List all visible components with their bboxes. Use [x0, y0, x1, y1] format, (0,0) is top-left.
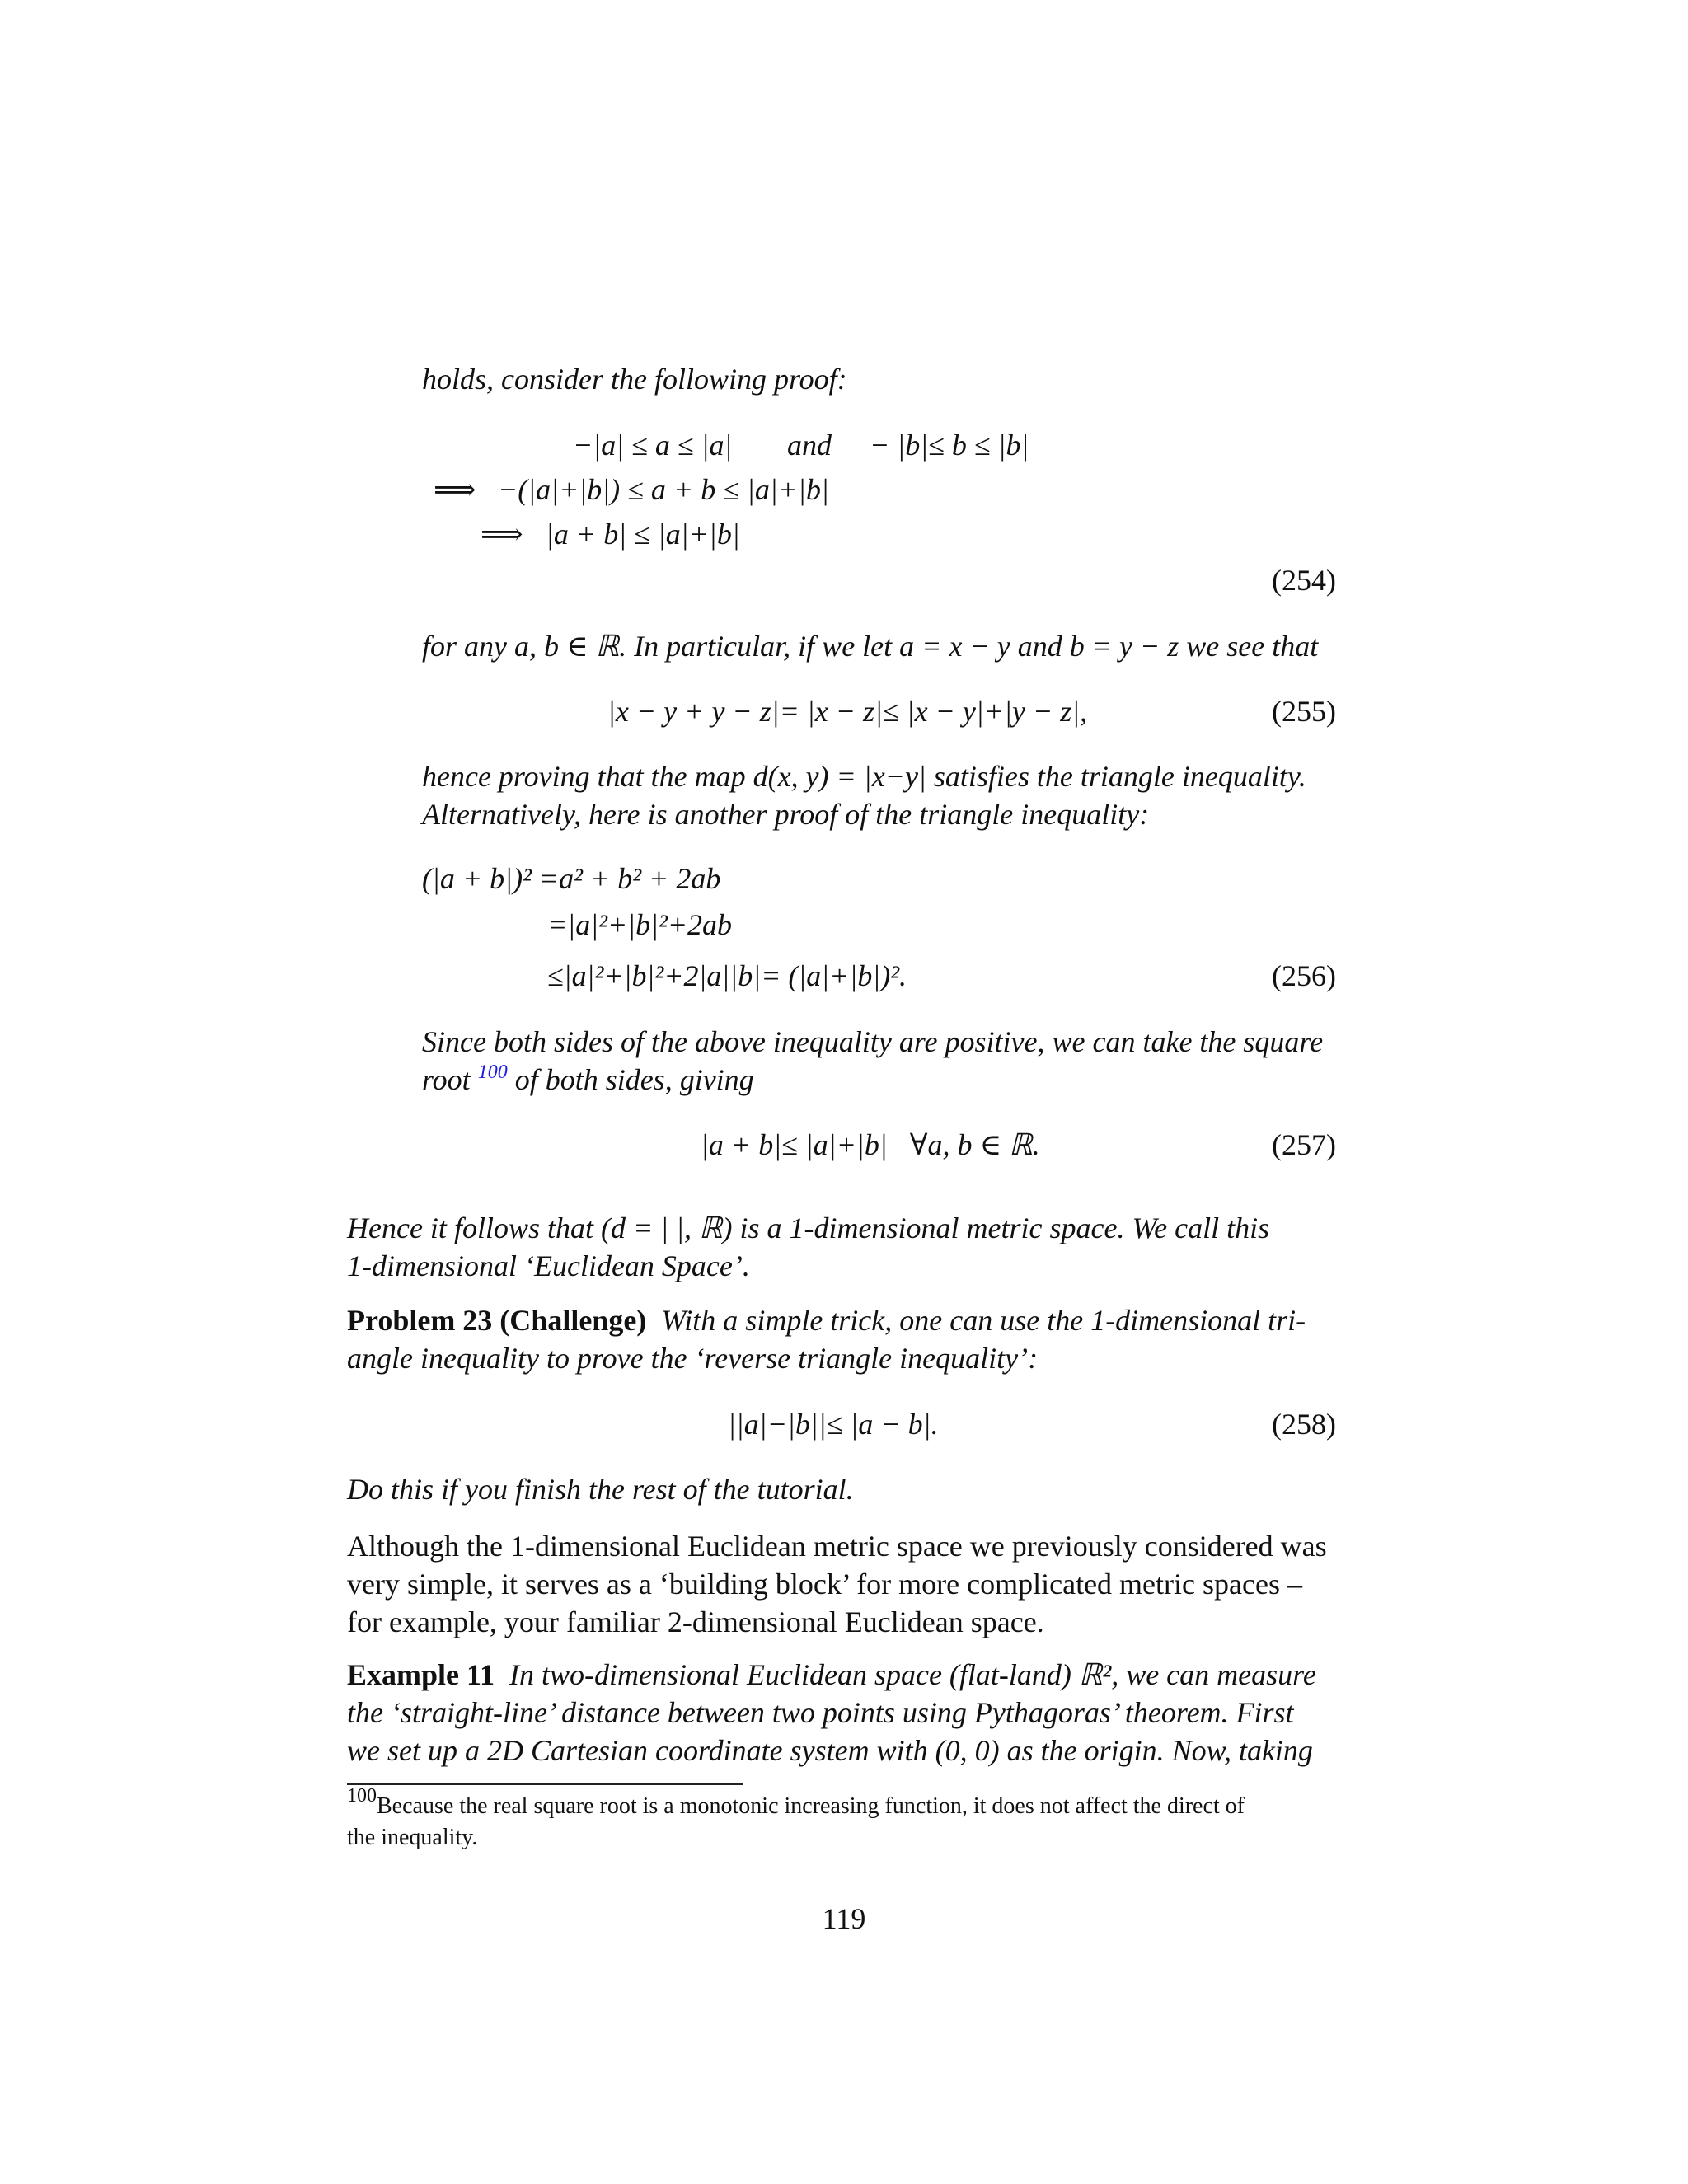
eq254-line1-left: −|a| ≤ a ≤ |a| [573, 429, 733, 462]
para-although-line1: Although the 1-dimensional Euclidean metric space we previously considered was [347, 1530, 1327, 1563]
text-span: and [1010, 630, 1070, 663]
problem23-label: Problem 23 (Challenge) [347, 1304, 647, 1337]
para-since-line2 [422, 1062, 754, 1096]
example11-line1 [347, 1660, 1316, 1690]
footnote-ref-link[interactable]: 100 [477, 1062, 508, 1083]
para-metric-line2: 1-dimensional ‘Euclidean Space’. [347, 1249, 750, 1282]
problem23-line2: angle inequality to prove the ‘reverse triangle inequality’: [347, 1342, 1039, 1375]
text-span: we see that [1179, 630, 1319, 663]
text-span: Hence it follows that [347, 1212, 601, 1244]
example11-line2: the ‘straight-line’ distance between two points using Pythagoras’ theorem. First [347, 1696, 1294, 1729]
para-although-line2: very simple, it serves as a ‘building block’ for more complicated metric spaces – [347, 1568, 1302, 1601]
problem23-line1 [347, 1305, 1306, 1335]
page-number: 119 [822, 1902, 866, 1935]
footnote-line1 [347, 1785, 1245, 1819]
footnote-mark: 100 [347, 1785, 377, 1807]
para-hence-line2: Alternatively, here is another proof of the triangle inequality: [422, 798, 1150, 831]
para-metric-line1 [347, 1213, 1269, 1243]
para-since-line1: Since both sides of the above inequality are positive, we can take the square [422, 1025, 1324, 1058]
eq254-line2-arrow: ⟹ [434, 473, 476, 506]
text-span: hence proving that the map [422, 760, 753, 793]
text-span: for any [422, 630, 514, 663]
para-hence-line1 [422, 762, 1306, 791]
eq254-line1-right: − |b|≤ b ≤ |b| [870, 429, 1029, 462]
footnote-line2: the inequality. [347, 1825, 478, 1850]
eq254-line3-arrow: ⟹ [481, 518, 523, 551]
eq257-expr: |a + b|≤ |a|+|b| ∀a, b ∈ ℝ. [701, 1128, 1040, 1161]
eq258-expr: ||a|−|b||≤ |a − b|. [728, 1408, 939, 1441]
math-span: (d = | |, ℝ) [600, 1212, 733, 1244]
example11-line3: we set up a 2D Cartesian coordinate system with (0, 0) as the origin. Now, taking [347, 1734, 1313, 1767]
para-particular [422, 631, 1318, 661]
intro-line: holds, consider the following proof: [422, 363, 847, 396]
text-span: root [422, 1063, 478, 1096]
eq254-line1-and: and [787, 429, 832, 462]
eq254-line2: −(|a|+|b|) ≤ a + b ≤ |a|+|b| [498, 473, 829, 506]
text-span: of both sides, giving [507, 1063, 754, 1096]
math-span: d(x, y) = |x−y| [753, 760, 926, 793]
eq257-number: (257) [1272, 1128, 1336, 1161]
math-span: a, b ∈ ℝ [514, 630, 620, 663]
footnote-text: Because the real square root is a monotonic increasing function, it does not affect the direct of [377, 1793, 1245, 1819]
example11-label: Example 11 [347, 1658, 495, 1691]
math-span: b = y − z [1069, 630, 1179, 663]
do-this-line: Do this if you finish the rest of the tutorial. [347, 1473, 854, 1506]
text-span: . In particular, if we let [619, 630, 900, 663]
problem23-text: With a simple trick, one can use the 1-dimensional tri- [661, 1304, 1306, 1337]
text-span: satisfies the triangle inequality. [926, 760, 1306, 793]
eq256-line2: =|a|²+|b|²+2ab [547, 908, 733, 941]
eq258-number: (258) [1272, 1408, 1336, 1441]
footnote-rule [347, 1783, 743, 1785]
para-although-line3: for example, your familiar 2-dimensional Euclidean space. [347, 1605, 1044, 1638]
eq256-line1: (|a + b|)² =a² + b² + 2ab [422, 862, 721, 895]
eq255-expr: |x − y + y − z|= |x − z|≤ |x − y|+|y − z|, [607, 695, 1088, 728]
eq254-number: (254) [1272, 564, 1336, 597]
eq255-number: (255) [1272, 695, 1336, 728]
eq256-number: (256) [1272, 959, 1336, 992]
eq256-line3: ≤|a|²+|b|²+2|a||b|= (|a|+|b|)². [547, 959, 907, 992]
math-span: a = x − y [899, 630, 1010, 663]
example11-text: In two-dimensional Euclidean space (flat-land) ℝ², we can measure [509, 1658, 1316, 1691]
eq254-line3: |a + b| ≤ |a|+|b| [546, 518, 740, 551]
text-span: is a 1-dimensional metric space. We call this [732, 1212, 1270, 1244]
